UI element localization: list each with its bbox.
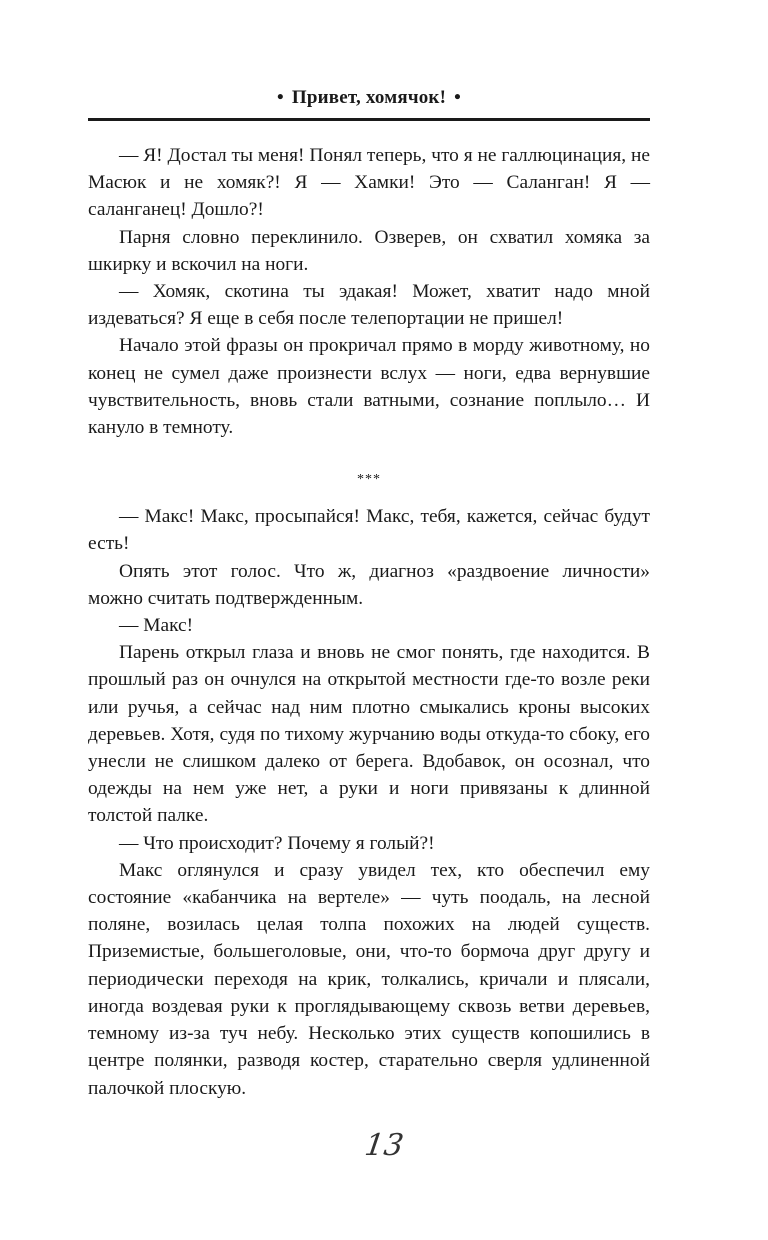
running-head <box>88 86 650 110</box>
paragraph-5: — Макс! Макс, просыпайся! Макс, тебя, кажется, сейчас будут есть! <box>88 506 650 555</box>
header-rule <box>88 118 650 121</box>
running-head-title: Привет, хомячок! <box>291 87 447 108</box>
paragraph-1: — Я! Достал ты меня! Понял теперь, что я не галлюцинация, не Масюк и не хомяк?! Я — Хамки! Это — Саланган! Я — саланганец! Дошло?! <box>88 145 650 221</box>
section-break-asterisks: *** <box>357 472 381 488</box>
paragraph-4: Начало этой фразы он прокричал прямо в морду животному, но конец не сумел даже произнести вслух — ноги, едва вернувшие чувствительность, вновь стали ватными, сознание поплыло… И кануло в темноту. <box>88 335 650 439</box>
paragraph-9: — Что происходит? Почему я голый?! <box>119 832 435 854</box>
paragraph-2: Парня словно переклинило. Озверев, он схватил хомяка за шкирку и вскочил на ноги. <box>88 226 650 275</box>
running-head-bullet-left: • <box>277 87 284 108</box>
paragraph-6: Опять этот голос. Что ж, диагноз «раздвоение личности» можно считать подтвержденным. <box>88 560 650 609</box>
paragraph-7: — Макс! <box>119 615 194 637</box>
paragraph-3: — Хомяк, скотина ты эдакая! Может, хватит надо мной издеваться? Я еще в себя после телепортации не пришел! <box>88 281 650 330</box>
paragraph-10: Макс оглянулся и сразу увидел тех, кто обеспечил ему состояние «кабанчика на вертеле» — чуть поодаль, на лесной поляне, возилась целая толпа похожих на людей существ. Приземистые, большеголовые, они, что-то бормоча друг другу и периодически переходя на крик, толкались, кричали и плясали, иногда воздевая руки к проглядывающему сквозь ветви деревьев, темному из-за туч небу. Несколько этих существ копошились в центре полянки, разводя костер, старательно сверля удлиненной палочкой плоскую. <box>88 859 650 1099</box>
page-number: 13 <box>362 1128 406 1163</box>
body-text <box>88 139 650 1102</box>
paragraph-8: Парень открыл глаза и вновь не смог понять, где находится. В прошлый раз он очнулся на открытой местности где-то возле реки или ручья, а сейчас над ним плотно смыкались кроны высоких деревьев. Хотя, судя по тихому журчанию воды откуда-то сбоку, его унесли не слишком далеко от берега. Вдобавок, он осознал, что одежды на нем уже нет, а руки и ноги привязаны к длинной толстой палке. <box>88 642 650 827</box>
running-head-bullet-right: • <box>454 87 461 108</box>
